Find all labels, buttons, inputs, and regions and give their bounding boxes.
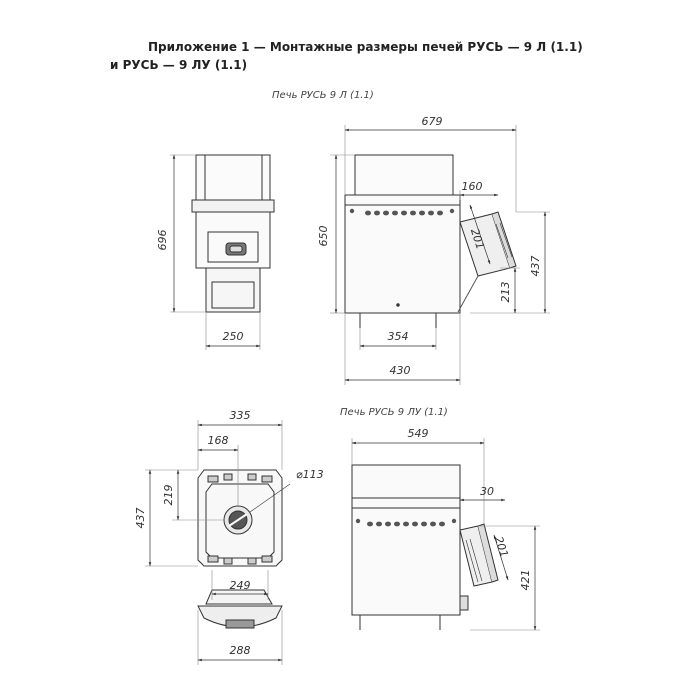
dim-plan-offset: 168 <box>207 434 229 447</box>
dim-plan-width: 335 <box>229 409 251 422</box>
plan-view-bottom <box>145 420 290 665</box>
dim-outlet-height-bottom: 421 <box>519 569 532 591</box>
side-view-bottom <box>352 438 540 630</box>
sheet-title-line2: и РУСЬ — 9 ЛУ (1.1) <box>110 58 248 72</box>
dim-front-height: 696 <box>156 229 169 251</box>
caption-top: Печь РУСЬ 9 Л (1.1) <box>272 90 374 101</box>
front-view-top <box>170 155 274 350</box>
sheet-title-line1: Приложение 1 — Монтажные размеры печей РУСЬ — 9 Л (1.1) <box>148 40 583 54</box>
dim-outlet-height: 437 <box>529 255 542 277</box>
dim-side-height: 650 <box>317 225 330 247</box>
dim-side-total-width: 679 <box>421 115 443 128</box>
dim-side-width-bottom: 549 <box>407 427 429 440</box>
dim-base-inner: 354 <box>387 330 409 343</box>
dim-door-width: 249 <box>229 579 251 592</box>
dim-outlet-slant: 201 <box>467 226 487 251</box>
dim-base-width: 288 <box>229 644 251 657</box>
dim-outlet-horizontal: 160 <box>461 180 483 193</box>
side-view-top <box>330 125 550 385</box>
dim-plan-depth: 437 <box>134 507 147 529</box>
dim-base-outer: 430 <box>389 364 411 377</box>
dim-outlet-offset: 30 <box>480 485 494 498</box>
dim-flue-diameter: ⌀113 <box>296 468 324 481</box>
dim-plan-depth-half: 219 <box>162 484 175 506</box>
dim-outlet-slant-bottom: 201 <box>491 534 511 559</box>
dim-outlet-lower: 213 <box>499 281 512 303</box>
dim-front-width: 250 <box>222 330 244 343</box>
caption-bottom: Печь РУСЬ 9 ЛУ (1.1) <box>340 407 448 418</box>
